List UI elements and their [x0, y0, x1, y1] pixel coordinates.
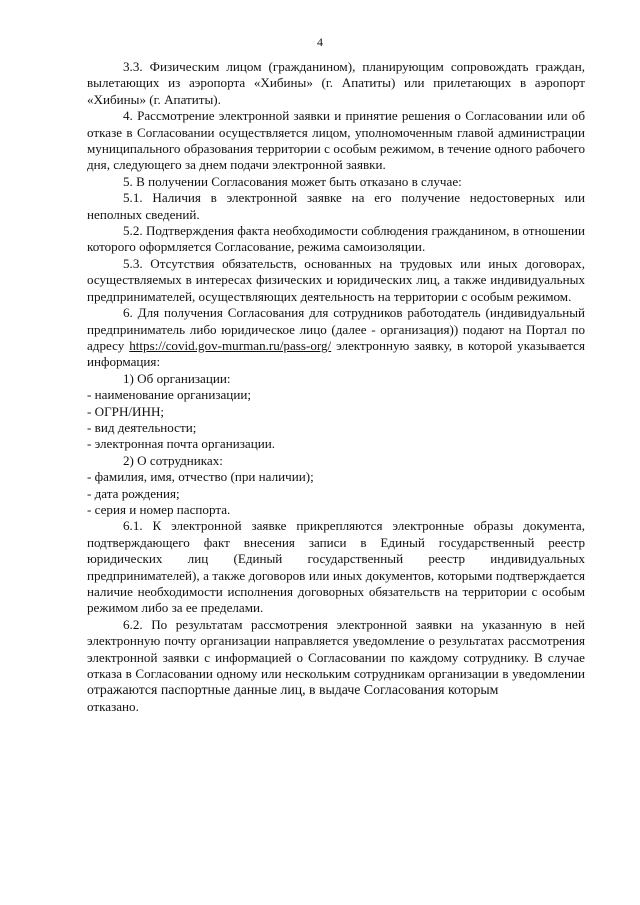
organization-section-header: 1) Об организации:	[123, 370, 231, 386]
paragraph-6	[87, 305, 585, 371]
paragraph-3-3: 3.3. Физическим лицом (гражданином), планирующим сопровождать граждан, вылетающих из аэропорта «Хибины» (г. Апатиты) или прилетающих в аэропорт «Хибины» (г. Апатиты).	[87, 59, 585, 107]
paragraph-6-1: 6.1. К электронной заявке прикрепляются электронные образы документа, подтверждающего факт внесения записи в Единый государственный реестр юридических лиц (Единый государственный реестр индивидуальных предпринимателей), а также договоров или иных документов, которыми подтверждается наличие необходимости исполнения договорных обязательств на территории с особым режимом либо за ее пределами.	[87, 518, 585, 616]
employee-item: - дата рождения;	[87, 485, 180, 501]
paragraph-6-2	[87, 617, 585, 699]
paragraph-5-2: 5.2. Подтверждения факта необходимости соблюдения гражданином, в отношении которого оформляется Согласование, режима самоизоляции.	[87, 223, 585, 255]
page-number: 4	[317, 35, 323, 49]
paragraph-5-3: 5.3. Отсутствия обязательств, основанных на трудовых или иных договорах, осуществляемых в интересах физических и юридических лиц, а также индивидуальных предпринимателей, осуществляющих деятельность на территории с особым режимом.	[87, 255, 585, 304]
organization-item: - наименование организации;	[87, 387, 251, 403]
paragraph-6-text-end: электронную заявку, в которой указывается информация:	[87, 337, 585, 370]
document-body	[87, 59, 585, 715]
employee-item: - фамилия, имя, отчество (при наличии);	[87, 469, 314, 485]
portal-link[interactable]: https://covid.gov-murman.ru/pass-org/	[129, 337, 332, 353]
paragraph-6-2-text-emphasis: отражаются паспортные данные лиц, в выдаче Согласования которым	[87, 682, 499, 698]
organization-item: - электронная почта организации.	[87, 436, 275, 452]
employee-item: - серия и номер паспорта.	[87, 501, 231, 517]
organization-item: - ОГРН/ИНН;	[87, 403, 165, 419]
organization-item: - вид деятельности;	[87, 419, 197, 435]
paragraph-4: 4. Рассмотрение электронной заявки и принятие решения о Согласовании или об отказе в Согласовании осуществляется лицом, уполномоченным главой администрации муниципального образования территории с особым режимом, в течение одного рабочего дня, следующего за днем подачи электронной заявки.	[87, 108, 585, 173]
paragraph-6-text-start: 6. Для получения Согласования для сотрудников работодатель (индивидуальный предприниматель либо юридическое лицо (далее - организация)) подают на Портал по адресу	[87, 305, 585, 353]
paragraph-6-2-ending: отказано.	[87, 698, 139, 714]
employees-section-header: 2) О сотрудниках:	[123, 452, 223, 468]
paragraph-5: 5. В получении Согласования может быть отказано в случае:	[123, 173, 462, 189]
paragraph-5-1: 5.1. Наличия в электронной заявке на его получение недостоверных или неполных сведений.	[87, 190, 585, 222]
paragraph-6-2-text: 6.2. По результатам рассмотрения электронной заявки на указанную в ней электронную почту организации направляется уведомление о результатах рассмотрения электронной заявки с информацией о Согласовании по каждому сотруднику. В случае отказа в Согласовании одному или нескольким сотрудникам организации в уведомлении	[87, 616, 585, 682]
